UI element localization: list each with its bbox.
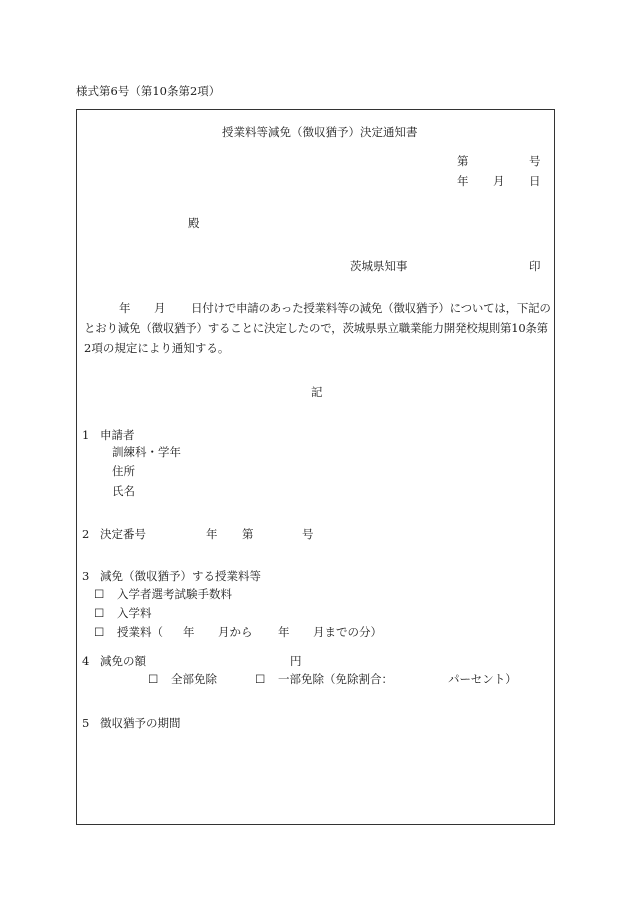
item-2-label: 決定番号: [100, 527, 146, 541]
addressee-suffix: 殿: [188, 216, 200, 230]
amount-unit: 円: [290, 654, 302, 668]
admission-fee-checkbox[interactable]: ☐: [94, 606, 105, 620]
applicant-course-field: 訓練科・学年: [112, 445, 181, 459]
doc-number-prefix: 第: [457, 154, 469, 168]
partial-exemption-checkbox[interactable]: ☐: [255, 672, 266, 686]
seal-mark: 印: [529, 259, 541, 273]
item-4-label: 減免の額: [100, 654, 146, 668]
date-year: 年: [457, 174, 469, 188]
document-title: 授業料等減免（徴収猶予）決定通知書: [222, 125, 418, 139]
body-line-1: 日付けで申請のあった授業料等の減免（徴収猶予）については，下記の: [191, 301, 551, 315]
applicant-name-field: 氏名: [112, 484, 135, 498]
date-month: 月: [493, 174, 505, 188]
tuition-from-month: 月から: [218, 625, 253, 639]
admission-fee-label: 入学料: [117, 606, 152, 620]
item-5-number: 5: [82, 716, 90, 730]
item-4-number: 4: [82, 654, 90, 668]
item-5-label: 徴収猶予の期間: [100, 716, 181, 730]
item-1-label: 申請者: [100, 428, 135, 442]
tuition-label: 授業料（: [117, 625, 163, 639]
date-day: 日: [529, 174, 541, 188]
full-exemption-checkbox[interactable]: ☐: [148, 672, 159, 686]
partial-exemption-label: 一部免除（免除割合：: [278, 672, 393, 686]
tuition-checkbox[interactable]: ☐: [94, 625, 105, 639]
tuition-to-year: 年: [278, 625, 290, 639]
ki-heading: 記: [311, 385, 323, 399]
percent-label: パーセント）: [448, 672, 517, 686]
item-1-number: 1: [82, 428, 90, 442]
decision-year: 年: [206, 527, 218, 541]
item-3-number: 3: [82, 569, 90, 583]
exam-fee-checkbox[interactable]: ☐: [94, 587, 105, 601]
decision-number-suffix: 号: [302, 527, 314, 541]
body-year: 年: [119, 301, 131, 315]
tuition-to-month: 月までの分）: [313, 625, 382, 639]
body-month: 月: [154, 301, 166, 315]
decision-number-prefix: 第: [242, 527, 254, 541]
body-line-2: とおり減免（徴収猶予）することに決定したので，茨城県県立職業能力開発校規則第10条第: [84, 321, 548, 335]
applicant-address-field: 住所: [112, 464, 135, 478]
body-line-3: 2項の規定により通知する。: [84, 341, 230, 355]
item-2-number: 2: [82, 527, 90, 541]
tuition-from-year: 年: [183, 625, 195, 639]
full-exemption-label: 全部免除: [171, 672, 217, 686]
item-3-label: 減免（徴収猶予）する授業料等: [100, 569, 261, 583]
doc-number-suffix: 号: [529, 154, 541, 168]
form-number: 様式第6号（第10条第2項）: [76, 84, 221, 98]
exam-fee-label: 入学者選考試験手数料: [117, 587, 232, 601]
issuer: 茨城県知事: [350, 259, 408, 273]
